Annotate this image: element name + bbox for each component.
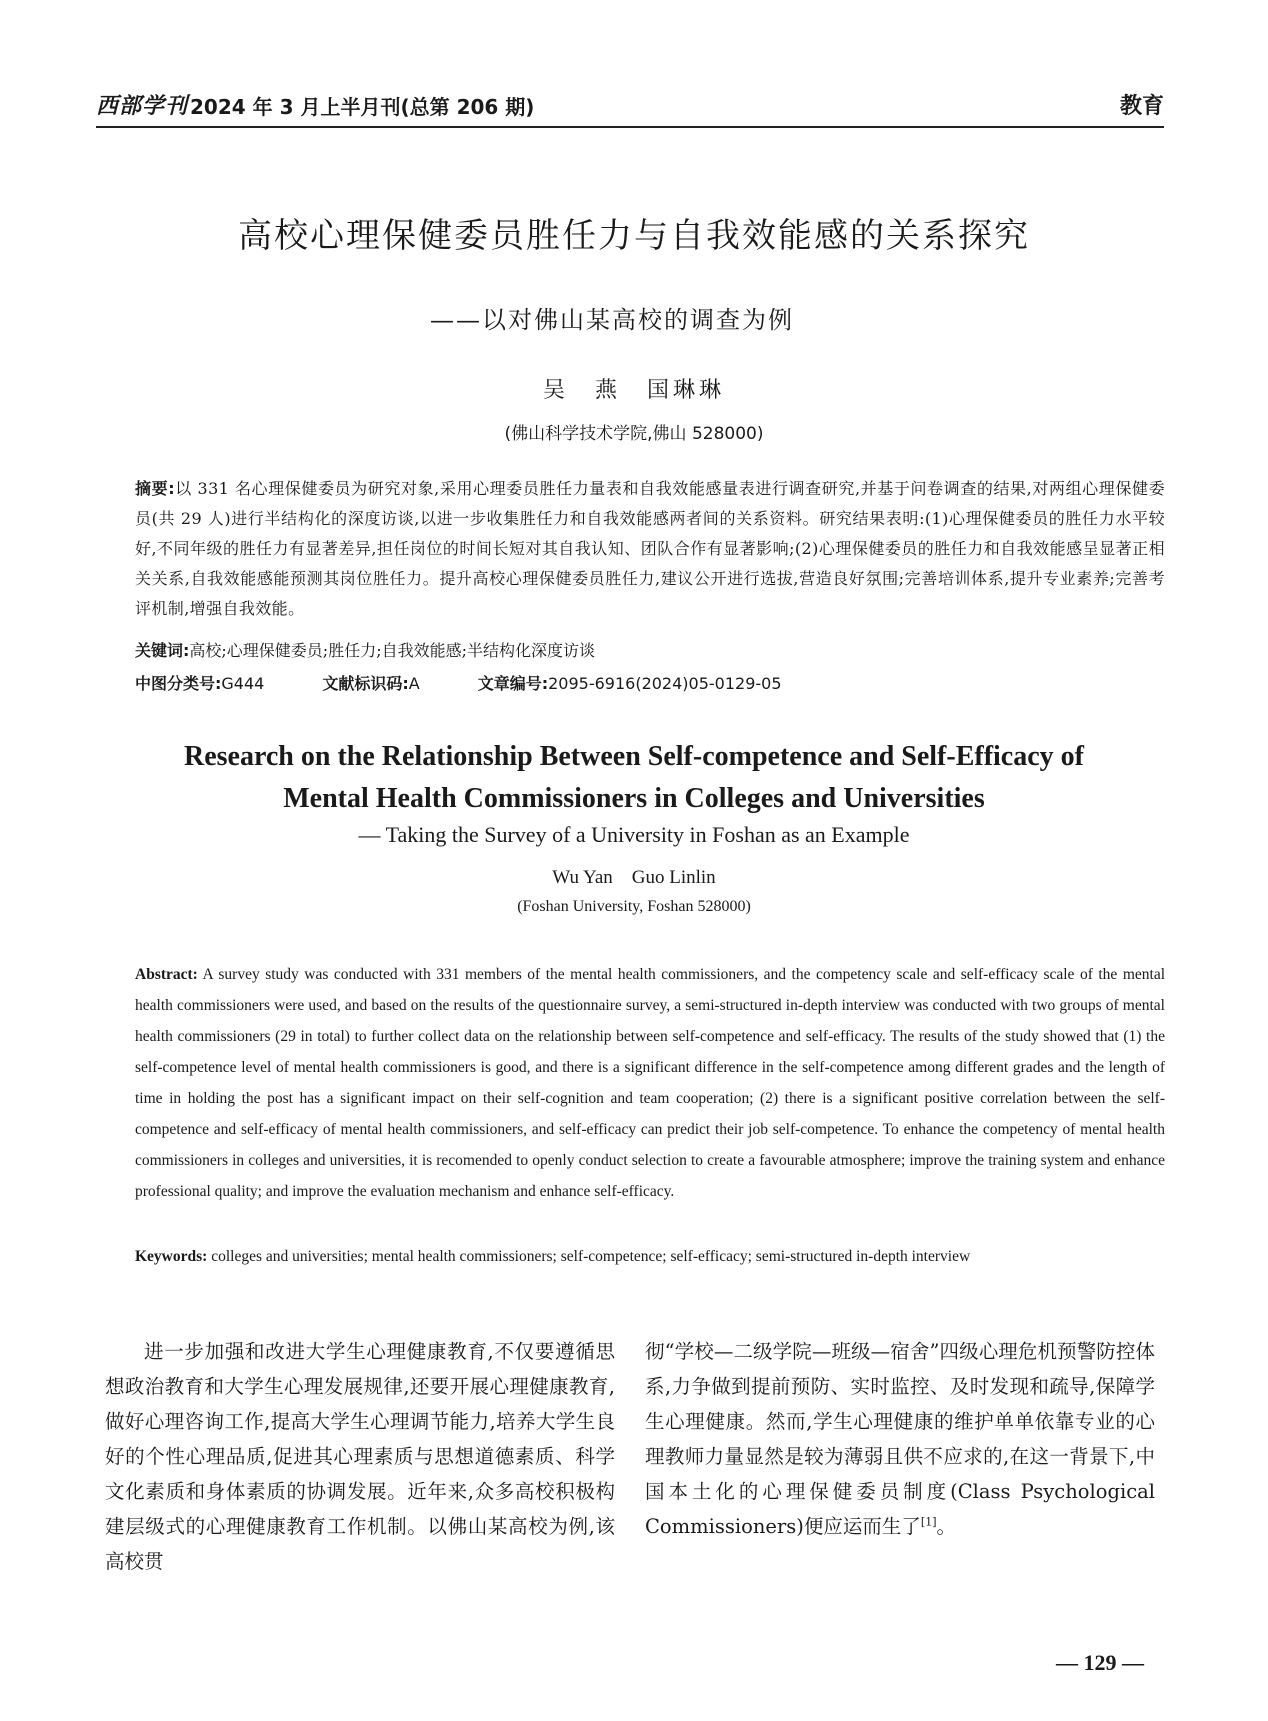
journal-logo: 西部学刊 xyxy=(96,93,189,119)
keywords-en-label: Keywords: xyxy=(135,1248,208,1265)
classification-line xyxy=(135,671,1165,694)
body-paragraph: 进一步加强和改进大学生心理健康教育,不仅要遵循思想政治教育和大学生心理发展规律,还要开展心理健康教育,做好心理咨询工作,提高大学生心理调节能力,培养大学生良好的个性心理品质,促进其心理素质与思想道德素质、科学文化素质和身体素质的协调发展。近年来,众多高校积极构建层级式的心理健康教育工作机制。以佛山某高校为例,该高校贯 xyxy=(105,1340,615,1573)
title-en-line1: Research on the Relationship Between Self-competence and Self-Efficacy of xyxy=(183,741,1084,772)
abstract-en-text: A survey study was conducted with 331 members of the mental health commissioners, and the competency scale and self-efficacy scale of the mental health commissioners were used, and based on the results of the questionnaire survey, a semi-structured in-depth interview was conducted with two groups of mental health commissioners (29 in total) to further collect data on the relationship between self-competence and self-efficacy. The results of the study showed that (1) the self-competence level of mental health commissioners is good, and there is a significant difference in the self-competence among different grades and the length of time in holding the post has a significant impact on their self-cognition and team cooperation; (2) there is a significant positive correlation between the self-competence and self-efficacy of mental health commissioners, and self-efficacy can predict their job self-competence. To enhance the competency of mental health commissioners in colleges and universities, it is recomended to openly conduct selection to create a favourable atmosphere; improve the training system and enhance professional quality; and improve the evaluation mechanism and enhance self-efficacy. xyxy=(135,966,1165,1200)
abstract-cn-label: 摘要: xyxy=(135,479,176,498)
keywords-en-text: colleges and universities; mental health commissioners; self-competence; self-efficacy; semi-structured in-depth interview xyxy=(211,1248,971,1265)
header-left xyxy=(96,89,534,120)
citation-ref: [1] xyxy=(920,1515,937,1529)
subtitle-cn: ——以对佛山某高校的调查为例 xyxy=(430,306,794,334)
body-paragraph-continued xyxy=(645,1334,1155,1544)
body-text-end: 。 xyxy=(936,1515,957,1538)
subtitle-en: — Taking the Survey of a University in Foshan as an Example xyxy=(358,822,910,847)
abstract-cn xyxy=(135,474,1165,624)
running-header xyxy=(96,88,1164,128)
article-number: 文章编号:2095-6916(2024)05-0129-05 xyxy=(477,674,782,693)
abstract-en-label: Abstract: xyxy=(135,966,198,983)
document-code: 文献标识码:A xyxy=(322,674,420,693)
title-en-line2: Mental Health Commissioners in Colleges and Universities xyxy=(283,783,985,814)
clc-number: 中图分类号:G444 xyxy=(135,674,265,693)
affiliation-cn: (佛山科学技术学院,佛山 528000) xyxy=(504,424,764,444)
body-text: 彻“学校—二级学院—班级—宿舍”四级心理危机预警防控体系,力争做到提前预防、实时监控、及时发现和疏导,保障学生心理健康。然而,学生心理健康的维护单单依靠专业的心理教师力量显然是较为薄弱且供不应求的,在这一背景下,中国本土化的心理保健委员制度(Class Psychological Commissioners)便应运而生了 xyxy=(645,1340,1155,1538)
abstract-cn-text: 以 331 名心理保健委员为研究对象,采用心理委员胜任力量表和自我效能感量表进行调查研究,并基于问卷调查的结果,对两组心理保健委员(共 29 人)进行半结构化的深度访谈,以进一步收集胜任力和自我效能感两者间的关系资料。研究结果表明:(1)心理保健委员的胜任力水平较好,不同年级的胜任力有显著差异,担任岗位的时间长短对其自我认知、团队合作有显著影响;(2)心理保健委员的胜任力和自我效能感呈显著正相关关系,自我效能感能预测其岗位胜任力。提升高校心理保健委员胜任力,建议公开进行选拔,营造良好氛围;完善培训体系,提升专业素养;完善考评机制,增强自我效能。 xyxy=(135,479,1165,618)
body-column-right xyxy=(645,1334,1155,1544)
keywords-en xyxy=(135,1242,1165,1272)
issue-info: 2024 年 3 月上半月刊(总第 206 期) xyxy=(190,95,535,119)
keywords-cn-label: 关键词: xyxy=(135,641,190,660)
keywords-cn-text: 高校;心理保健委员;胜任力;自我效能感;半结构化深度访谈 xyxy=(189,641,595,660)
page-number: — 129 — xyxy=(1056,1650,1144,1675)
body-column-left xyxy=(105,1334,615,1579)
authors-en: Wu Yan Guo Linlin xyxy=(552,867,716,888)
keywords-cn xyxy=(135,638,1165,661)
authors-cn: 吴 燕 国琳琳 xyxy=(542,378,725,403)
section-label: 教育 xyxy=(1119,94,1164,119)
abstract-en xyxy=(135,959,1165,1207)
title-en xyxy=(0,736,1268,820)
title-cn: 高校心理保健委员胜任力与自我效能感的关系探究 xyxy=(238,216,1030,256)
affiliation-en: (Foshan University, Foshan 528000) xyxy=(517,898,751,915)
